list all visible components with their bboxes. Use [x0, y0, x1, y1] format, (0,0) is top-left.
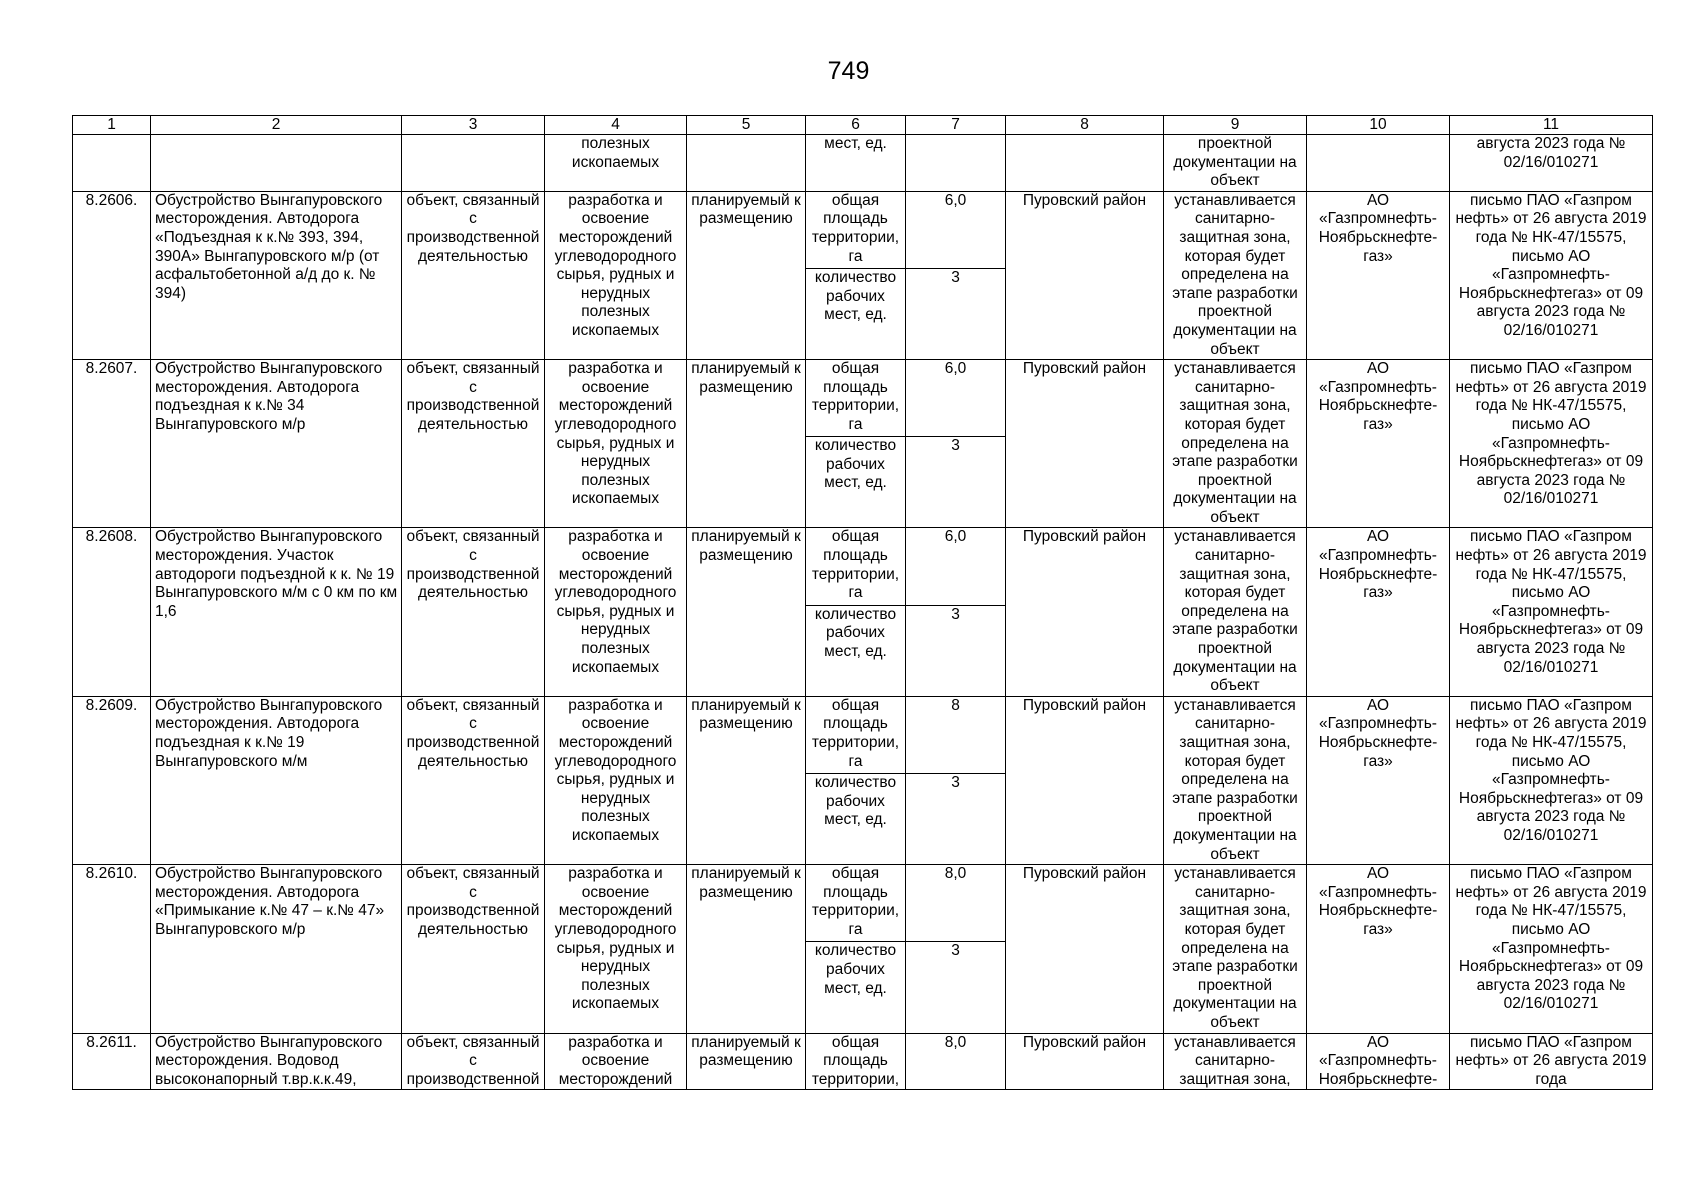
record-row-partial — [73, 1033, 1653, 1090]
cell-param-area-value: 6,0 — [906, 528, 1006, 605]
column-number: 5 — [687, 116, 806, 135]
cell-param-area-value: 6,0 — [906, 360, 1006, 437]
column-number: 11 — [1450, 116, 1653, 135]
cell-location: Пуровский район — [1006, 865, 1164, 1033]
cell-object-type: объект, связанный с производственной деятельностью — [402, 528, 545, 696]
cell-status: планируемый к размещению — [687, 696, 806, 864]
cell-param-jobs-name: количество рабочих мест, ед. — [806, 773, 906, 864]
page-number: 749 — [827, 57, 870, 85]
cell-location: Пуровский район — [1006, 360, 1164, 528]
column-number: 7 — [906, 116, 1006, 135]
cell-param-area-name: общая площадь территории, га — [806, 360, 906, 437]
cell-location: Пуровский район — [1006, 696, 1164, 864]
column-number: 2 — [151, 116, 402, 135]
cell-param-jobs-name: количество рабочих мест, ед. — [806, 605, 906, 696]
cell-basis: письмо ПАО «Газпром нефть» от 26 августа 2019 года № НК-47/15575, письмо АО «Газпромнефть-Ноябрьскнефтегаз» от 09 августа 2023 года № 02/16/010271 — [1450, 191, 1653, 359]
cell-param-jobs-value: 3 — [906, 437, 1006, 528]
cell-object-type: объект, связанный с производственной деятельностью — [402, 865, 545, 1033]
cell-record-number: 8.2607. — [73, 360, 151, 528]
cell-purpose-continued: полезных ископаемых — [545, 135, 687, 192]
cell-basis: письмо ПАО «Газпром нефть» от 26 августа 2019 года № НК-47/15575, письмо АО «Газпромнефть-Ноябрьскнефтегаз» от 09 августа 2023 года № 02/16/010271 — [1450, 528, 1653, 696]
cell-param-area-value: 8,0 — [906, 865, 1006, 942]
column-number: 3 — [402, 116, 545, 135]
cell-object-name: Обустройство Вынгапуровского месторождения. Участок автодороги подъездной к к. № 19 Вынгапуровского м/м с 0 км по км 1,6 — [151, 528, 402, 696]
cell-param-area-name: общая площадь территории, га — [806, 528, 906, 605]
column-numbers-row — [73, 116, 1653, 135]
cell-param-area-name: общая площадь территории, — [806, 1033, 906, 1090]
cell-param-jobs-value: 3 — [906, 605, 1006, 696]
cell-param-area-name: общая площадь территории, га — [806, 696, 906, 773]
record-row — [73, 191, 1653, 268]
cell-organization: АО «Газпромнефть-Ноябрьскнефте-газ» — [1307, 191, 1450, 359]
continuation-row — [73, 135, 1653, 192]
cell-location: Пуровский район — [1006, 528, 1164, 696]
cell-object-type: объект, связанный с производственной деятельностью — [402, 191, 545, 359]
cell-param-jobs-value: 3 — [906, 773, 1006, 864]
cell-object-type: объект, связанный с производственной — [402, 1033, 545, 1090]
record-row — [73, 528, 1653, 605]
cell-object-type: объект, связанный с производственной деятельностью — [402, 696, 545, 864]
column-number: 8 — [1006, 116, 1164, 135]
cell-basis-continued: августа 2023 года № 02/16/010271 — [1450, 135, 1653, 192]
cell-status: планируемый к размещению — [687, 1033, 806, 1090]
cell-param-area-value: 8,0 — [906, 1033, 1006, 1090]
cell-purpose: разработка и освоение месторождений углеводородного сырья, рудных и нерудных полезных ископаемых — [545, 360, 687, 528]
cell-basis: письмо ПАО «Газпром нефть» от 26 августа 2019 года № НК-47/15575, письмо АО «Газпромнефть-Ноябрьскнефтегаз» от 09 августа 2023 года № 02/16/010271 — [1450, 696, 1653, 864]
cell-location: Пуровский район — [1006, 1033, 1164, 1090]
cell-record-number: 8.2606. — [73, 191, 151, 359]
cell-object-name: Обустройство Вынгапуровского месторождения. Автодорога «Примыкание к.№ 47 – к.№ 47» Вынгапуровского м/р — [151, 865, 402, 1033]
cell-record-number: 8.2610. — [73, 865, 151, 1033]
cell-organization: АО «Газпромнефть-Ноябрьскнефте-газ» — [1307, 360, 1450, 528]
cell-record-number: 8.2611. — [73, 1033, 151, 1090]
cell-purpose: разработка и освоение месторождений углеводородного сырья, рудных и нерудных полезных ископаемых — [545, 191, 687, 359]
cell-param-area-value: 6,0 — [906, 191, 1006, 268]
record-row — [73, 696, 1653, 773]
record-row — [73, 360, 1653, 437]
cell-object-name: Обустройство Вынгапуровского месторождения. Автодорога подъездная к к.№ 34 Вынгапуровского м/р — [151, 360, 402, 528]
cell-record-number: 8.2609. — [73, 696, 151, 864]
column-number: 4 — [545, 116, 687, 135]
cell-object-name: Обустройство Вынгапуровского месторождения. Автодорога подъездная к к.№ 19 Вынгапуровского м/м — [151, 696, 402, 864]
column-number: 6 — [806, 116, 906, 135]
cell-status: планируемый к размещению — [687, 191, 806, 359]
cell-purpose: разработка и освоение месторождений — [545, 1033, 687, 1090]
cell-empty — [1307, 135, 1450, 192]
cell-param-area-value: 8 — [906, 696, 1006, 773]
cell-status: планируемый к размещению — [687, 865, 806, 1033]
cell-parameter-continued: мест, ед. — [806, 135, 906, 192]
cell-record-number: 8.2608. — [73, 528, 151, 696]
cell-protection-zone: устанавливается санитарно-защитная зона, которая будет определена на этапе разработки проектной документации на объект — [1164, 360, 1307, 528]
cell-empty — [687, 135, 806, 192]
record-row — [73, 865, 1653, 942]
cell-location: Пуровский район — [1006, 191, 1164, 359]
cell-status: планируемый к размещению — [687, 528, 806, 696]
cell-protection-zone: устанавливается санитарно-защитная зона, которая будет определена на этапе разработки проектной документации на объект — [1164, 191, 1307, 359]
cell-protection-zone: устанавливается санитарно-защитная зона, которая будет определена на этапе разработки проектной документации на объект — [1164, 696, 1307, 864]
cell-param-jobs-value: 3 — [906, 942, 1006, 1033]
cell-basis: письмо ПАО «Газпром нефть» от 26 августа 2019 года № НК-47/15575, письмо АО «Газпромнефть-Ноябрьскнефтегаз» от 09 августа 2023 года № 02/16/010271 — [1450, 360, 1653, 528]
register-table — [72, 115, 1653, 1090]
cell-organization: АО «Газпромнефть-Ноябрьскнефте-газ» — [1307, 696, 1450, 864]
cell-param-jobs-name: количество рабочих мест, ед. — [806, 268, 906, 359]
cell-param-jobs-name: количество рабочих мест, ед. — [806, 942, 906, 1033]
column-number: 10 — [1307, 116, 1450, 135]
cell-zone-continued: проектной документации на объект — [1164, 135, 1307, 192]
cell-empty — [906, 135, 1006, 192]
cell-purpose: разработка и освоение месторождений углеводородного сырья, рудных и нерудных полезных ископаемых — [545, 865, 687, 1033]
cell-object-type: объект, связанный с производственной деятельностью — [402, 360, 545, 528]
cell-protection-zone: устанавливается санитарно-защитная зона, — [1164, 1033, 1307, 1090]
cell-empty — [73, 135, 151, 192]
column-number: 1 — [73, 116, 151, 135]
cell-empty — [402, 135, 545, 192]
cell-param-jobs-value: 3 — [906, 268, 1006, 359]
cell-param-area-name: общая площадь территории, га — [806, 865, 906, 942]
cell-organization: АО «Газпромнефть-Ноябрьскнефте- — [1307, 1033, 1450, 1090]
column-number: 9 — [1164, 116, 1307, 135]
cell-organization: АО «Газпромнефть-Ноябрьскнефте-газ» — [1307, 528, 1450, 696]
cell-purpose: разработка и освоение месторождений углеводородного сырья, рудных и нерудных полезных ископаемых — [545, 696, 687, 864]
cell-protection-zone: устанавливается санитарно-защитная зона, которая будет определена на этапе разработки проектной документации на объект — [1164, 865, 1307, 1033]
cell-purpose: разработка и освоение месторождений углеводородного сырья, рудных и нерудных полезных ископаемых — [545, 528, 687, 696]
cell-object-name: Обустройство Вынгапуровского месторождения. Автодорога «Подъездная к к.№ 393, 394, 390А» Вынгапуровского м/р (от асфальтобетонной а/д до к. № 394) — [151, 191, 402, 359]
cell-basis: письмо ПАО «Газпром нефть» от 26 августа 2019 года № НК-47/15575, письмо АО «Газпромнефть-Ноябрьскнефтегаз» от 09 августа 2023 года № 02/16/010271 — [1450, 865, 1653, 1033]
cell-param-jobs-name: количество рабочих мест, ед. — [806, 437, 906, 528]
cell-param-area-name: общая площадь территории, га — [806, 191, 906, 268]
cell-empty — [151, 135, 402, 192]
cell-object-name: Обустройство Вынгапуровского месторождения. Водовод высоконапорный т.вр.к.к.49, — [151, 1033, 402, 1090]
cell-protection-zone: устанавливается санитарно-защитная зона, которая будет определена на этапе разработки проектной документации на объект — [1164, 528, 1307, 696]
cell-status: планируемый к размещению — [687, 360, 806, 528]
cell-basis: письмо ПАО «Газпром нефть» от 26 августа 2019 года — [1450, 1033, 1653, 1090]
cell-empty — [1006, 135, 1164, 192]
cell-organization: АО «Газпромнефть-Ноябрьскнефте-газ» — [1307, 865, 1450, 1033]
